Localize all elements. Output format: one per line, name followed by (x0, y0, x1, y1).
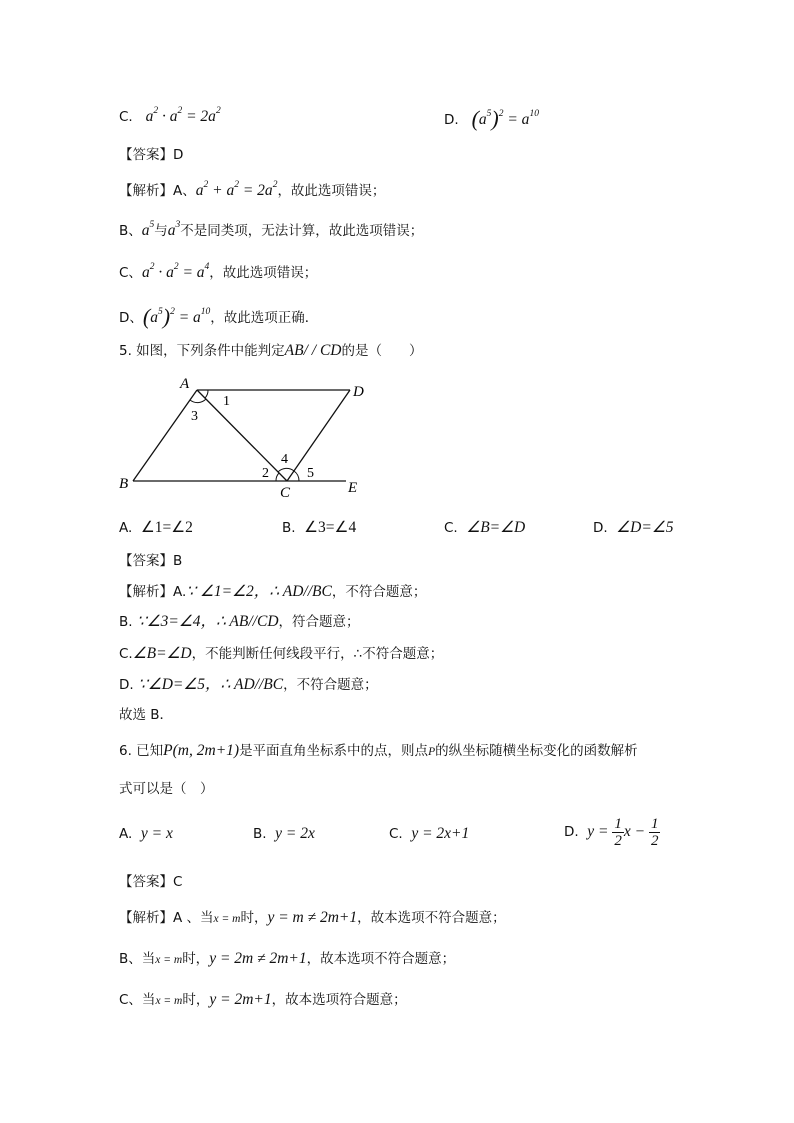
q4-analysis-c (119, 263, 317, 283)
label-a: A (180, 376, 190, 392)
q6-analysis-label: 【解析】 (119, 910, 173, 926)
q4-analysis-c-prefix: C、 (119, 265, 142, 281)
q5-analysis-d-suffix: ，不符合题意； (283, 677, 378, 693)
q4-analysis-d (119, 305, 318, 328)
q4-answer-value: D (173, 147, 184, 163)
q6-analysis-b-when: 时， (182, 951, 210, 967)
q5-option-c (444, 518, 525, 538)
q6-option-b (253, 824, 315, 844)
q6-analysis-c-when: 时， (182, 992, 210, 1008)
q6-analysis-a-suffix: ，故本选项不符合题意； (357, 910, 506, 926)
q6-analysis-a-math: y = m ≠ 2m+1 (267, 909, 358, 926)
q5-analysis-c (119, 644, 443, 664)
q6-analysis-b (119, 949, 455, 970)
q5-answer-value: B (173, 553, 183, 569)
q5-geometry-figure (114, 370, 374, 504)
q5-stem-suffix: 的是（ ） (341, 343, 423, 359)
q5-option-b-text: ∠3=∠4 (304, 519, 357, 536)
q5-option-a (119, 518, 193, 538)
q6-answer (119, 872, 182, 892)
q5-analysis-b-math: ∵∠3=∠4，∴ AB//CD (136, 613, 279, 630)
q6-analysis-a-cond: x = m (213, 913, 241, 925)
q5-option-d-text: ∠D=∠5 (616, 519, 674, 536)
q5-analysis-b (119, 612, 360, 632)
q6-stem-suffix: 的纵坐标随横坐标变化的函数解析 (435, 743, 638, 759)
q4-option-d-formula: $(a^5)^2 = a^{10}$ (471, 106, 539, 131)
q5-analysis-b-suffix: ，符合题意； (278, 614, 360, 630)
q5-figure-svg (114, 370, 374, 500)
q4-analysis-b-prefix: B、 (119, 223, 142, 239)
q6-analysis-a (119, 908, 506, 929)
q4-analysis-a-suffix: ，故此选项错误； (277, 183, 386, 199)
angle-3-arc (190, 399, 206, 403)
q6-option-d (564, 816, 660, 849)
label-e: E (348, 480, 358, 496)
q6-stem-line1 (119, 741, 638, 762)
q5-answer (119, 551, 182, 571)
q5-analysis-c-math: ∠B=∠D (132, 645, 192, 662)
angle-4-arc (278, 468, 294, 472)
q5-analysis-a-prefix: A. (173, 584, 187, 600)
q6-stem-mid: 是平面直角坐标系中的点，则点 (239, 743, 429, 759)
q4-option-d-label: D. (444, 112, 459, 128)
q4-analysis-b-term1: $a^5$ (141, 219, 155, 239)
q4-analysis-b (119, 221, 423, 241)
q5-stem (119, 341, 423, 361)
label-c: C (280, 485, 291, 500)
q5-analysis-c-prefix: C. (119, 646, 133, 662)
q6-stem-line2: 式可以是（ ） (119, 781, 214, 797)
q5-analysis-d-math: ∵∠D=∠5，∴ AD//BC (137, 676, 284, 693)
angle-2-arc (276, 473, 279, 481)
q6-option-d-label: D. (564, 824, 579, 841)
q6-analysis-b-cond: x = m (155, 954, 183, 966)
q4-analysis-d-formula: $(a^5)^2 = a^{10}$ (142, 304, 211, 329)
q6-option-d-math (587, 816, 588, 817)
q6-analysis-b-math: y = 2m ≠ 2m+1 (209, 950, 307, 967)
label-d: D (353, 384, 364, 400)
q5-option-b (282, 518, 356, 538)
q4-analysis-c-formula: $a^2 \cdot a^2 = a^4$ (141, 261, 210, 281)
q6-analysis-a-when: 时， (240, 910, 268, 926)
q4-analysis-b-suffix: 不是同类项，无法计算，故此选项错误； (180, 223, 424, 239)
q6-option-c-label: C. (389, 826, 403, 842)
q5-analysis-a (119, 582, 426, 602)
q4-analysis-a-prefix: A、 (173, 183, 196, 199)
label-b: B (119, 476, 129, 492)
q6-stem-prefix: 6. 已知 (119, 743, 164, 759)
q5-analysis-d-prefix: D. (119, 677, 134, 693)
q4-answer (119, 145, 183, 165)
q5-stem-prefix: 5. 如图，下列条件中能判定 (119, 343, 285, 359)
q4-answer-label: 【答案】 (119, 147, 173, 163)
q5-analysis-b-prefix: B. (119, 614, 133, 630)
q6-option-a-label: A. (119, 826, 133, 842)
q6-answer-value: C (173, 874, 183, 890)
q6-analysis-c-math: y = 2m+1 (209, 991, 272, 1008)
q4-analysis-b-mid: 与 (154, 223, 168, 239)
q5-option-c-label: C. (444, 520, 458, 536)
label-angle-4: 4 (281, 452, 288, 467)
label-angle-2: 2 (262, 466, 269, 481)
q4-analysis-b-term2: $a^3$ (167, 219, 181, 239)
line-ab (133, 390, 197, 481)
q4-option-c (119, 107, 221, 127)
q5-option-a-text: ∠1=∠2 (140, 519, 193, 536)
q5-option-a-label: A. (119, 520, 133, 536)
q6-analysis-c-cond: x = m (155, 995, 183, 1007)
q5-option-d-label: D. (593, 520, 608, 536)
q6-option-b-label: B. (253, 826, 267, 842)
q6-option-c-math: y = 2x+1 (411, 825, 470, 842)
q5-analysis-c-suffix: ，不能判断任何线段平行，∴不符合题意； (191, 646, 444, 662)
q5-analysis-a-math: ∵ ∠1=∠2，∴ AD//BC (186, 583, 332, 600)
q6-option-a-math: y = x (140, 825, 173, 842)
q5-conclusion: 故选 B． (119, 707, 174, 723)
q4-analysis-a (119, 181, 385, 201)
q6-analysis-c (119, 990, 407, 1011)
q5-parallel-condition: AB/ / CD (284, 342, 342, 359)
q5-analysis-label: 【解析】 (119, 584, 173, 600)
q6-answer-label: 【答案】 (119, 874, 173, 890)
label-angle-3: 3 (191, 409, 198, 424)
q5-option-d (593, 518, 673, 538)
label-angle-5: 5 (307, 466, 314, 481)
line-ac (197, 390, 287, 481)
q6-option-b-math: y = 2x (275, 825, 315, 842)
q6-analysis-a-prefix: A 、当 (173, 910, 214, 926)
q4-analysis-d-suffix: ，故此选项正确． (210, 310, 319, 326)
q6-option-c (389, 824, 469, 844)
q4-option-c-label: C. (119, 109, 133, 125)
q6-option-d-formula: y = $\frac{1}{2}$ x − $\frac{1}{2}$ (587, 816, 659, 849)
q6-analysis-b-suffix: ，故本选项不符合题意； (306, 951, 456, 967)
q6-point: P(m, 2m+1) (163, 742, 240, 759)
q4-analysis-label: 【解析】 (119, 183, 173, 199)
q5-answer-label: 【答案】 (119, 553, 173, 569)
angle-5-arc (294, 471, 299, 481)
q6-point-p: P (428, 746, 436, 758)
q6-analysis-c-prefix: C、当 (119, 992, 156, 1008)
q5-analysis-d (119, 675, 378, 695)
q5-analysis-a-suffix: ，不符合题意； (331, 584, 427, 600)
q4-analysis-a-formula: $a^2 + a^2 = 2a^2$ (195, 179, 278, 199)
q6-analysis-c-suffix: ，故本选项符合题意； (271, 992, 407, 1008)
q5-option-c-text: ∠B=∠D (466, 519, 526, 536)
line-cd (287, 390, 350, 481)
q6-analysis-b-prefix: B、当 (119, 951, 156, 967)
angle-1-arc (205, 390, 208, 398)
q6-option-a (119, 824, 173, 844)
label-angle-1: 1 (223, 394, 230, 409)
q4-analysis-c-suffix: ，故此选项错误； (209, 265, 318, 281)
q4-option-d (444, 107, 539, 130)
q5-option-b-label: B. (282, 520, 296, 536)
q4-option-c-formula: $a^2 \cdot a^2 = 2a^2$ (145, 105, 221, 125)
q4-analysis-d-prefix: D、 (119, 310, 143, 326)
